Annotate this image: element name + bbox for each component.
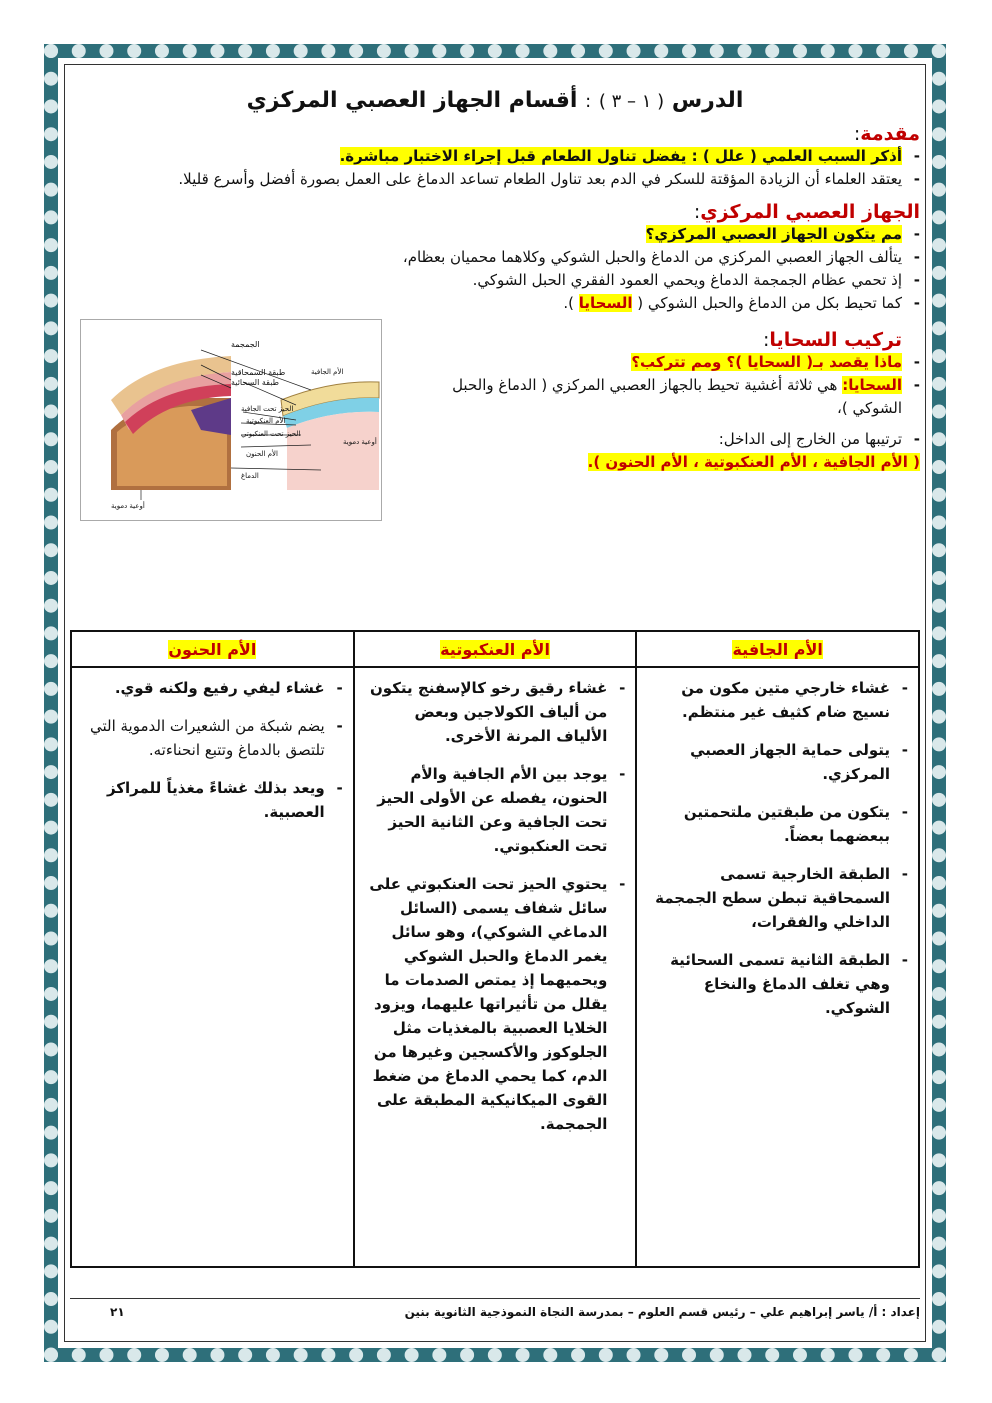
meninges-def-text: هي ثلاثة أغشية تحيط بالجهاز العصبي المركزي ( الدماغ والحبل الشوكي )، bbox=[452, 376, 902, 417]
pia-p2: - يضم شبكة من الشعيرات الدموية التي تلتصق بالدماغ وتتبع انحناءته. bbox=[82, 714, 343, 762]
pia-p3: - ويعد بذلك غشاءً مغذياً للمراكز العصبية. bbox=[82, 776, 343, 824]
dura-p3: - يتكون من طبقتين ملتحمتين ببعضهما بعضاً. bbox=[647, 800, 908, 848]
lesson-title bbox=[70, 88, 920, 113]
cns-question bbox=[70, 223, 920, 246]
fig-label-skull: الجمجمة bbox=[231, 340, 260, 349]
header-arachnoid bbox=[354, 631, 637, 667]
cns-line-3a: كما تحيط بكل من الدماغ والحبل الشوكي ( bbox=[637, 294, 902, 312]
fig-label-dura: الأم الجافية bbox=[311, 368, 344, 376]
meninges-order-text: ( الأم الجافية ، الأم العنكبوتية ، الأم الحنون ). bbox=[587, 453, 920, 471]
page-footer bbox=[70, 1298, 920, 1319]
fig-label-subdural: الحيز تحت الجافية bbox=[241, 405, 294, 413]
meninges-section bbox=[70, 319, 920, 521]
title-prefix: الدرس bbox=[671, 88, 744, 113]
intro-question-text: أذكر السبب العلمي ( علل ) : يفضل تناول الطعام قبل إجراء الاختبار مباشرة. bbox=[339, 147, 902, 165]
meninges-question-text: ماذا يقصد بـ( السحايا )؟ ومم تتركب؟ bbox=[631, 353, 902, 371]
cell-arachnoid bbox=[354, 667, 637, 1267]
cell-pia bbox=[71, 667, 354, 1267]
fig-label-meningeal: طبقة السحائية bbox=[231, 378, 279, 387]
header-dura bbox=[636, 631, 919, 667]
fig-label-vessels-1: أوعية دموية bbox=[111, 502, 145, 510]
meninges-question bbox=[400, 351, 920, 374]
pia-p1: - غشاء ليفي رفيع ولكنه قوي. bbox=[82, 676, 343, 700]
cns-line-2: - إذ تحمي عظام الجمجمة الدماغ ويحمي العمود الفقري الحبل الشوكي. bbox=[70, 269, 920, 292]
cns-line-1: - يتألف الجهاز العصبي المركزي من الدماغ والحبل الشوكي وكلاهما محميان بعظام، bbox=[70, 246, 920, 269]
title-sep: : bbox=[585, 91, 592, 112]
arachnoid-p1: - غشاء رقيق رخو كالإسفنج يتكون من ألياف الكولاجين وبعض الألياف المرنة الأخرى. bbox=[365, 676, 626, 748]
intro-answer: - يعتقد العلماء أن الزيادة المؤقتة للسكر في الدم بعد تناول الطعام تساعد الدماغ على العمل بصورة أفضل وأسرع قليلا. bbox=[70, 168, 920, 191]
document-page bbox=[70, 70, 920, 1336]
cns-meninges-term: السحايا bbox=[578, 294, 633, 312]
cns-line-3c: ). bbox=[563, 294, 574, 312]
meninges-text bbox=[400, 319, 920, 521]
cns-question-text: مم يتكون الجهاز العصبي المركزي؟ bbox=[645, 225, 902, 243]
footer-author: إعداد : أ/ ياسر إبراهيم علي – رئيس قسم العلوم – بمدرسة النجاة النموذجية الثانوية بنين bbox=[404, 1305, 920, 1319]
arachnoid-p2: - يوجد بين الأم الجافية والأم الحنون، يفصله عن الأولى الحيز تحت الجافية وعن الثانية الحيز تحت العنكبوتي. bbox=[365, 762, 626, 858]
meninges-heading: تركيب السحايا : bbox=[400, 329, 920, 351]
intro-question bbox=[70, 145, 920, 168]
dura-p2: - يتولى حماية الجهاز العصبي المركزي. bbox=[647, 738, 908, 786]
meninges-table bbox=[70, 630, 920, 1268]
brain-section bbox=[287, 412, 379, 490]
fig-label-vessels-2: أوعية دموية bbox=[343, 438, 377, 446]
cns-heading: الجهاز العصبي المركزي : bbox=[70, 201, 920, 223]
meninges-order-label: - ترتيبها من الخارج إلى الداخل: bbox=[400, 428, 920, 451]
title-number: ( ١ – ٣ ) bbox=[598, 91, 665, 112]
fig-label-periosteal: طبقة السمحاقية bbox=[231, 368, 286, 377]
meninges-order bbox=[400, 451, 920, 474]
page-number: ٢١ bbox=[110, 1305, 125, 1319]
title-main: أقسام الجهاز العصبي المركزي bbox=[246, 88, 578, 113]
header-arachnoid-text: الأم العنكبوتية bbox=[440, 639, 550, 659]
intro-heading: مقدمة : bbox=[70, 123, 920, 145]
cell-dura bbox=[636, 667, 919, 1267]
fig-label-arachnoid: الأم العنكبوتية bbox=[246, 417, 286, 425]
dura-p1: - غشاء خارجي متين مكون من نسيج ضام كثيف غير منتظم. bbox=[647, 676, 908, 724]
fig-label-pia: الأم الحنون bbox=[246, 450, 278, 458]
meninges-def-term: السحايا: bbox=[842, 376, 902, 394]
cns-line-3 bbox=[70, 292, 920, 315]
arachnoid-p3: - يحتوي الحيز تحت العنكبوتي على سائل شفاف يسمى (السائل الدماغي الشوكي)، وهو سائل يغمر الدماغ والحبل الشوكي ويحميهما إذ يمتص الصدمات ما يقلل من تأثيراتها عليهما، ويزود الخلايا العصبية بالمغذيات مثل الجلوكوز والأكسجين وغيرها من الدم، كما يحمي الدماغ من ضغط القوى الميكانيكية المطبقة على الجمجمة. bbox=[365, 872, 626, 1136]
meninges-figure bbox=[80, 319, 382, 521]
dura-p5: - الطبقة الثانية تسمى السحائية وهي تغلف الدماغ والنخاع الشوكي. bbox=[647, 948, 908, 1020]
dura-p4: - الطبقة الخارجية تسمى السمحاقية تبطن سطح الجمجمة الداخلي والفقرات، bbox=[647, 862, 908, 934]
fig-label-subarachnoid: الحيز تحت العنكبوتي bbox=[241, 430, 301, 438]
fig-label-brain: الدماغ bbox=[241, 472, 259, 480]
header-pia bbox=[71, 631, 354, 667]
header-dura-text: الأم الجافية bbox=[732, 639, 823, 659]
meninges-definition bbox=[400, 374, 920, 420]
meninges-diagram bbox=[81, 320, 381, 520]
header-pia-text: الأم الحنون bbox=[168, 639, 257, 659]
